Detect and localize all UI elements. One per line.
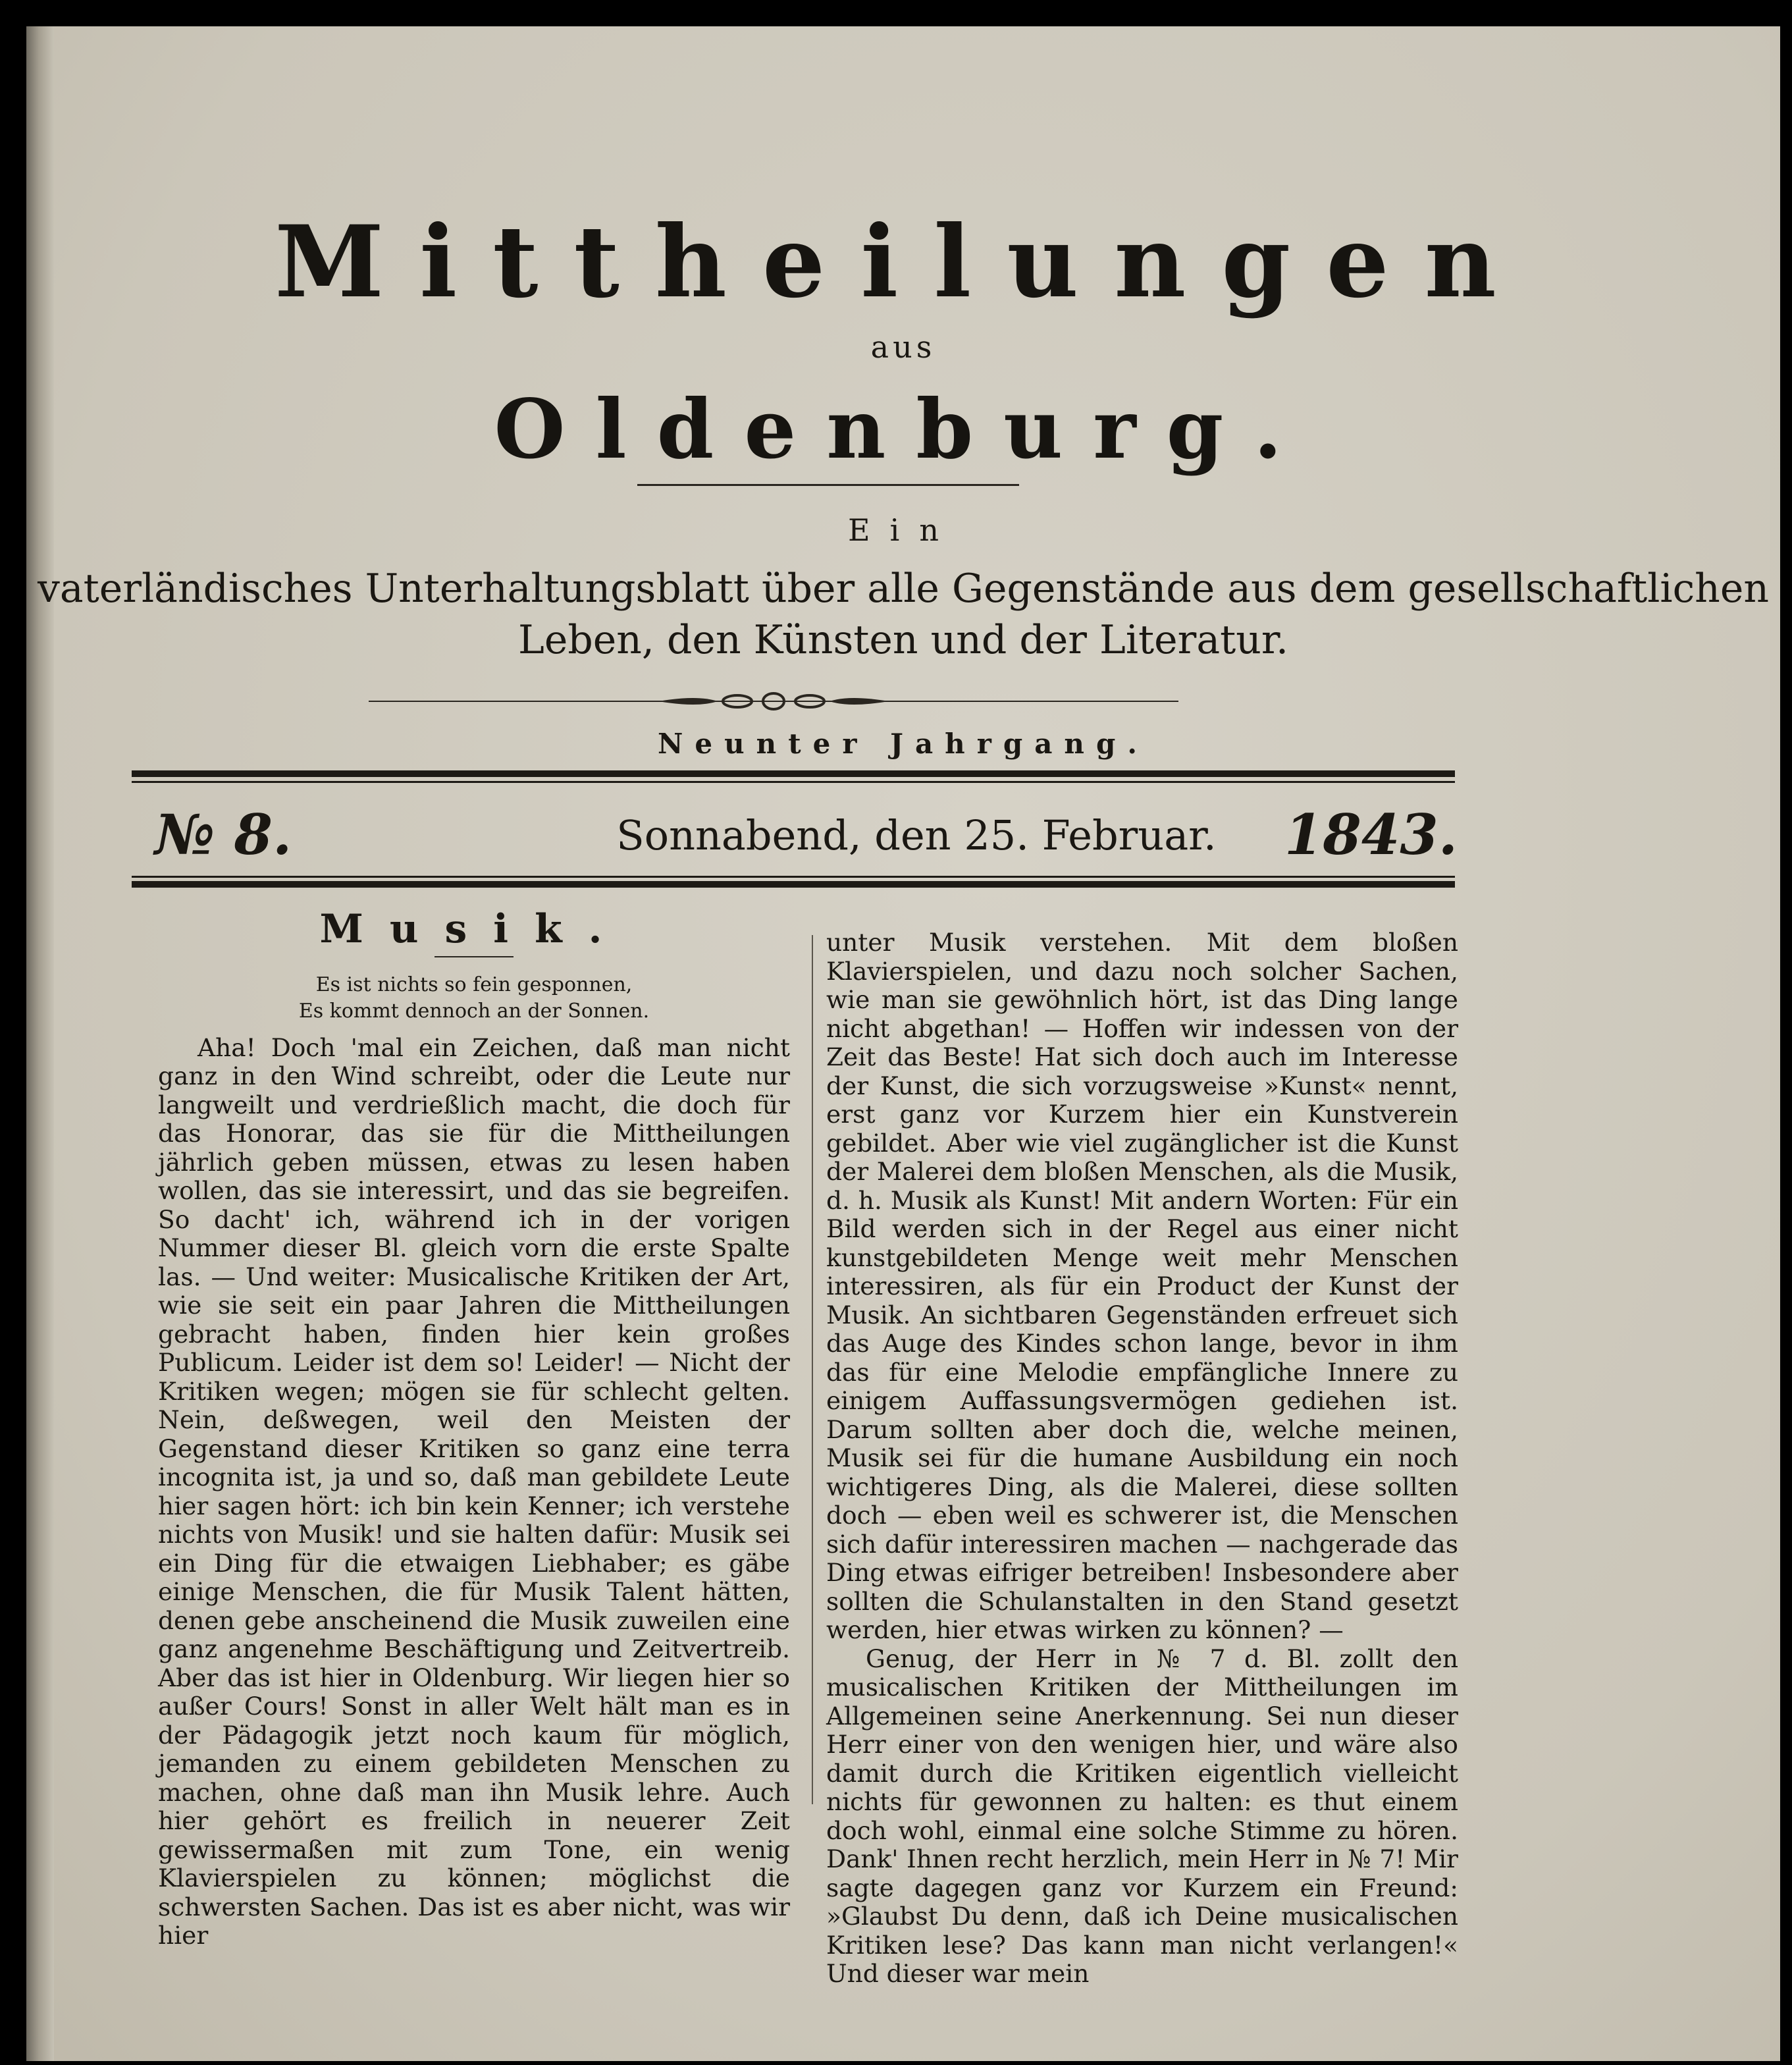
header-rule-bottom: [132, 881, 1455, 888]
header-rule-top-thin: [132, 781, 1455, 783]
article-title-rule: [435, 956, 514, 957]
masthead-connector: aus: [870, 329, 936, 365]
issue-date: Sonnabend, den 25. Februar.: [616, 811, 1217, 859]
issue-year: 1843.: [1284, 802, 1458, 867]
motto-line-2: Es kommt dennoch an der Sonnen.: [298, 999, 650, 1023]
paragraph-left-1: Aha! Doch 'mal ein Zeichen, daß man nicht ganz in den Wind schreibt, oder die Leute nur langweilt und verdrießlich macht, die doch für das Honorar, das sie für die Mittheilungen jährlich geben müssen, etwas zu lesen haben wollen, das sie interessirt, und das sie begreifen. So dacht' ich, während ich in der vorigen Nummer dieser Bl. gleich vorn die erste Spalte las. — Und weiter: Musicalische Kritiken der Art, wie sie seit ein paar Jahren die Mittheilungen gebracht haben, finden hier kein großes Publicum. Leider ist dem so! Leider! — Nicht der Kritiken wegen; mögen sie für schlecht gelten. Nein, deßwegen, weil den Meisten der Gegenstand dieser Kritiken so ganz eine terra incognita ist, ja und so, daß man gebildete Leute hier sagen hört: ich bin kein Kenner; ich verstehe nichts von Musik! und sie halten dafür: Musik sei ein Ding für die etwaigen Liebhaber; es gäbe einige Menschen, die für Musik Talent hätten, denen gebe anscheinend die Musik zuweilen eine ganz angenehme Beschäftigung und Zeitvertreib. Aber das ist hier in Oldenburg. Wir liegen hier so außer Cours! Sonst in aller Welt hält man es in der Pädagogik jetzt noch kaum für möglich, jemanden zu einem gebildeten Menschen zu machen, ohne daß man ihn Musik lehre. Auch hier gehört es freilich in neuerer Zeit gewissermaßen mit zum Tone, ein wenig Klavierspielen zu können; möglichst die schwersten Sachen. Das ist es aber nicht, was wir hier: [158, 1032, 790, 1950]
masthead-city: Oldenburg.: [494, 382, 1313, 477]
volume-label: Neunter Jahrgang.: [658, 728, 1149, 760]
ornamental-divider-icon: [369, 688, 1178, 714]
issue-number: № 8.: [155, 802, 292, 867]
motto-line-1: Es ist nichts so fein gesponnen,: [315, 973, 633, 996]
subtitle: [26, 563, 1780, 666]
column-right: [826, 928, 1458, 1989]
column-divider: [812, 935, 813, 1804]
article-motto: [158, 972, 790, 1025]
column-left: [158, 906, 790, 1950]
article-title: Musik.: [319, 906, 629, 952]
subtitle-line-1: vaterländisches Unterhaltungsblatt über alle Gegenstände aus dem gesellschaftlichen: [38, 566, 1769, 612]
header-rule-bottom-thin: [132, 876, 1455, 878]
subtitle-line-2: Leben, den Künsten und der Literatur.: [517, 617, 1289, 663]
title-divider: [637, 484, 1019, 486]
masthead-title: Mittheilungen: [275, 204, 1532, 320]
subtitle-lead: Ein: [848, 512, 959, 548]
paragraph-right-1: unter Musik verstehen. Mit dem bloßen Klavierspielen, und dazu noch solcher Sachen, wie man sie gewöhnlich hört, ist das Ding lange nicht abgethan! — Hoffen wir indessen von der Zeit das Beste! Hat sich doch auch im Interesse der Kunst, die sich vorzugsweise »Kunst« nennt, erst ganz vor Kurzem hier ein Kunstverein gebildet. Aber wie viel zugänglicher ist die Kunst der Malerei dem bloßen Menschen, als die Musik, d. h. Musik als Kunst! Mit andern Worten: Für ein Bild werden sich in der Regel aus einer nicht kunstgebildeten Menge weit mehr Menschen interessiren, als für ein Product der Kunst der Musik. An sichtbaren Gegenständen erfreuet sich das Auge des Kindes schon lange, bevor in ihm das für eine Melodie empfängliche Innere zu einigem Auffassungsvermögen gediehen ist. Darum sollten aber doch die, welche meinen, Musik sei für die humane Ausbildung ein noch wichtigeres Ding, als die Malerei, diese sollten doch — eben weil es schwerer ist, die Menschen sich dafür interessiren machen — nachgerade das Ding etwas eifriger betreiben! Insbesondere aber sollten die Schulanstalten in den Stand gesetzt werden, hier etwas wirken zu können? —: [826, 928, 1458, 1644]
paragraph-right-2: Genug, der Herr in № 7 d. Bl. zollt den musicalischen Kritiken der Mittheilungen im Allgemeinen seine Anerkennung. Sei nun dieser Herr einer von den wenigen hier, und wäre also damit durch die Kritiken eigentlich vielleicht nichts für gewonnen zu halten: es thut einem doch wohl, einmal eine solche Stimme zu hören. Dank' Ihnen recht herzlich, mein Herr in № 7! Mir sagte dagegen ganz vor Kurzem ein Freund: »Glaubst Du denn, daß ich Deine musicalischen Kritiken lese? Das kann man nicht verlangen!« Und dieser war mein: [826, 1644, 1458, 1988]
header-rule-top: [132, 770, 1455, 777]
newspaper-page: [26, 26, 1780, 2061]
